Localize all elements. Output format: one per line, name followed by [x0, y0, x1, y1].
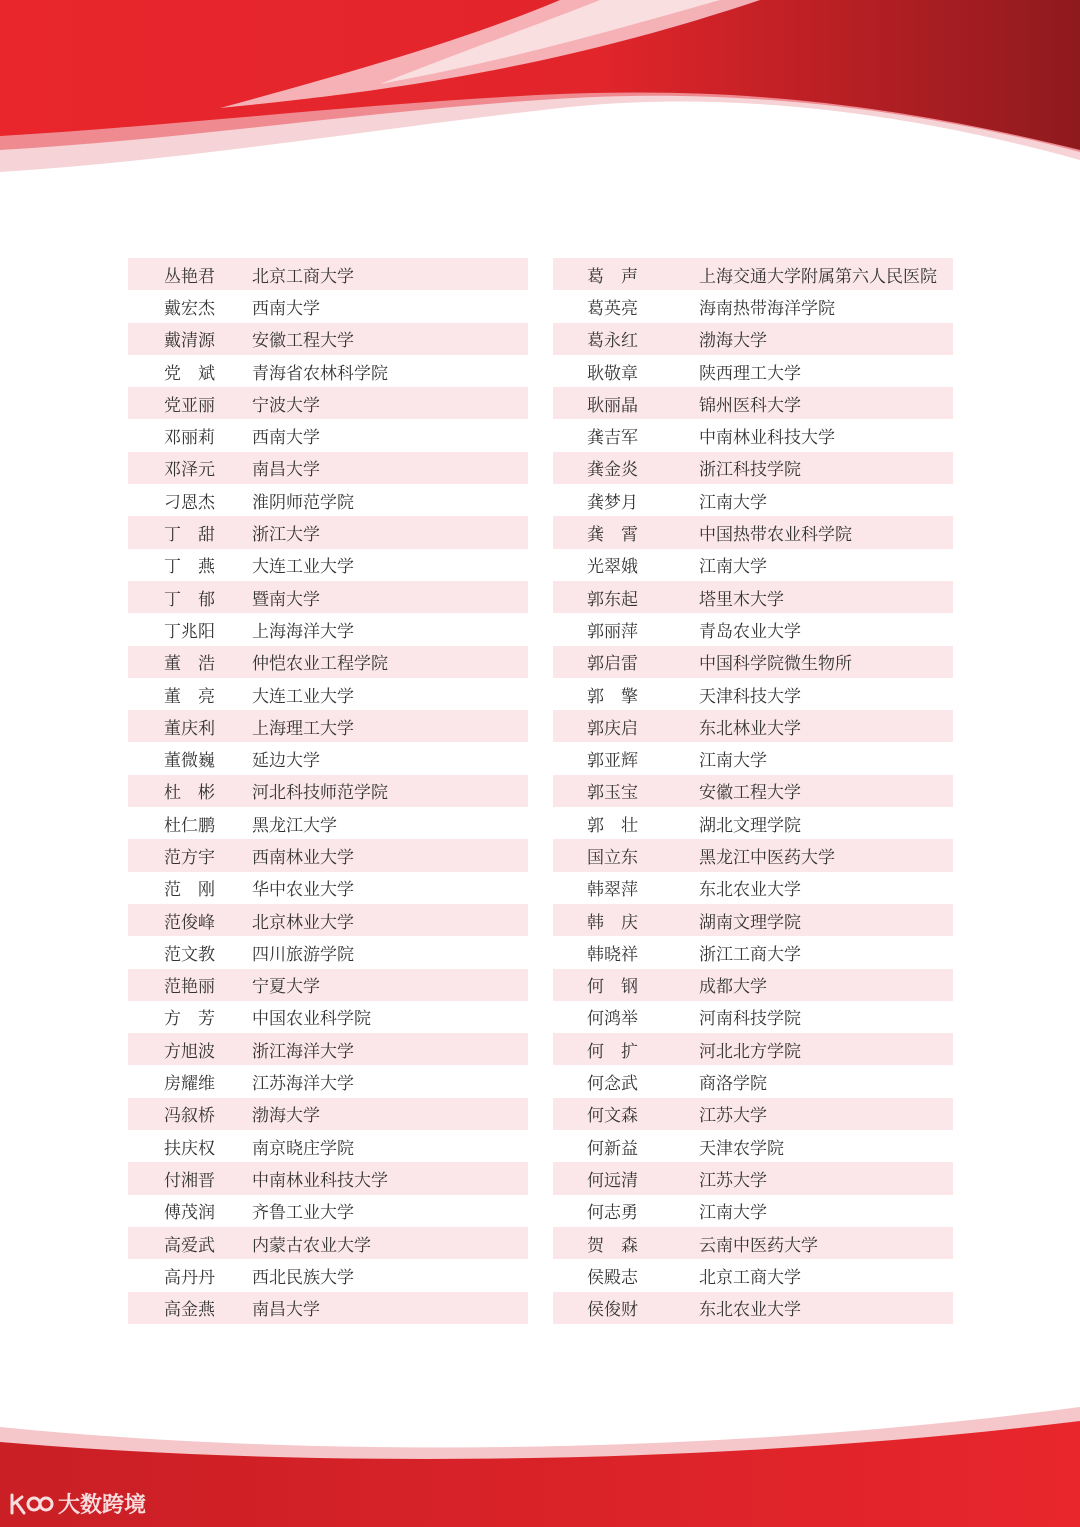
institution-name: 成都大学 [699, 977, 767, 998]
list-row [128, 710, 528, 742]
institution-name: 暨南大学 [252, 589, 320, 610]
institution-name: 南昌大学 [252, 460, 320, 481]
person-name: 郭玉宝 [587, 783, 638, 804]
institution-name: 东北农业大学 [699, 1300, 801, 1321]
list-row [553, 1162, 953, 1194]
institution-name: 上海理工大学 [252, 718, 354, 739]
person-name: 侯俊财 [587, 1300, 638, 1321]
institution-name: 东北林业大学 [699, 718, 801, 739]
person-name: 杜 彬 [164, 783, 215, 804]
person-name: 何远清 [587, 1170, 638, 1191]
list-row [553, 872, 953, 904]
bottom-banner-decoration [0, 1387, 1080, 1527]
list-row [553, 742, 953, 774]
person-name: 范俊峰 [164, 912, 215, 933]
institution-name: 安徽工程大学 [699, 783, 801, 804]
person-name: 郭庆启 [587, 718, 638, 739]
institution-name: 上海海洋大学 [252, 621, 354, 642]
list-row [128, 290, 528, 322]
institution-name: 西南大学 [252, 298, 320, 319]
institution-name: 河北北方学院 [699, 1041, 801, 1062]
person-name: 戴清源 [164, 331, 215, 352]
list-row [128, 742, 528, 774]
list-row [128, 678, 528, 710]
list-row [128, 1130, 528, 1162]
institution-name: 中南林业科技大学 [252, 1170, 388, 1191]
institution-name: 云南中医药大学 [699, 1235, 818, 1256]
list-row [553, 581, 953, 613]
institution-name: 北京林业大学 [252, 912, 354, 933]
person-name: 高丹丹 [164, 1267, 215, 1288]
list-row [553, 387, 953, 419]
institution-name: 大连工业大学 [252, 686, 354, 707]
ks-logo-icon [8, 1491, 54, 1517]
list-row [553, 1259, 953, 1291]
person-name: 丁 甜 [164, 525, 215, 546]
person-name: 龚 霄 [587, 525, 638, 546]
list-row [128, 452, 528, 484]
person-name: 何鸿举 [587, 1009, 638, 1030]
list-row [553, 646, 953, 678]
person-name: 葛英亮 [587, 298, 638, 319]
person-name: 付湘晋 [164, 1170, 215, 1191]
institution-name: 浙江大学 [252, 525, 320, 546]
institution-name: 北京工商大学 [252, 266, 354, 287]
institution-name: 中国科学院微生物所 [699, 654, 852, 675]
list-row [128, 549, 528, 581]
list-row [553, 549, 953, 581]
list-row [128, 904, 528, 936]
list-row [553, 1227, 953, 1259]
person-name: 龚梦月 [587, 492, 638, 513]
institution-name: 仲恺农业工程学院 [252, 654, 388, 675]
list-row [128, 1162, 528, 1194]
person-name: 耿丽晶 [587, 395, 638, 416]
list-row [553, 452, 953, 484]
list-row [128, 419, 528, 451]
institution-name: 湖南文理学院 [699, 912, 801, 933]
list-row [128, 969, 528, 1001]
list-row [128, 581, 528, 613]
person-name: 韩 庆 [587, 912, 638, 933]
person-name: 戴宏杰 [164, 298, 215, 319]
person-name: 董庆利 [164, 718, 215, 739]
person-name: 傅茂润 [164, 1203, 215, 1224]
list-row [128, 1098, 528, 1130]
person-name: 郭东起 [587, 589, 638, 610]
right-name-list [553, 258, 953, 1324]
person-name: 韩翠萍 [587, 880, 638, 901]
person-name: 光翠娥 [587, 557, 638, 578]
institution-name: 陕西理工大学 [699, 363, 801, 384]
list-row [553, 484, 953, 516]
institution-name: 青海省农林科学院 [252, 363, 388, 384]
institution-name: 河北科技师范学院 [252, 783, 388, 804]
list-row [128, 323, 528, 355]
person-name: 邓丽莉 [164, 428, 215, 449]
list-row [128, 775, 528, 807]
institution-name: 南昌大学 [252, 1300, 320, 1321]
list-row [553, 355, 953, 387]
person-name: 高金燕 [164, 1300, 215, 1321]
institution-name: 黑龙江大学 [252, 815, 337, 836]
institution-name: 延边大学 [252, 751, 320, 772]
person-name: 何 扩 [587, 1041, 638, 1062]
institution-name: 浙江海洋大学 [252, 1041, 354, 1062]
person-name: 郭启雷 [587, 654, 638, 675]
list-row [128, 258, 528, 290]
person-name: 郭亚辉 [587, 751, 638, 772]
list-row [128, 872, 528, 904]
person-name: 房耀维 [164, 1074, 215, 1095]
person-name: 丛艳君 [164, 266, 215, 287]
list-row [553, 807, 953, 839]
list-row [128, 484, 528, 516]
institution-name: 安徽工程大学 [252, 331, 354, 352]
institution-name: 江苏大学 [699, 1106, 767, 1127]
institution-name: 青岛农业大学 [699, 621, 801, 642]
institution-name: 天津农学院 [699, 1138, 784, 1159]
list-row [128, 355, 528, 387]
list-row [553, 516, 953, 548]
person-name: 葛 声 [587, 266, 638, 287]
person-name: 何 钢 [587, 977, 638, 998]
person-name: 丁兆阳 [164, 621, 215, 642]
institution-name: 商洛学院 [699, 1074, 767, 1095]
institution-name: 淮阴师范学院 [252, 492, 354, 513]
list-row [128, 1001, 528, 1033]
person-name: 葛永红 [587, 331, 638, 352]
institution-name: 西南大学 [252, 428, 320, 449]
list-row [128, 936, 528, 968]
list-row [128, 1065, 528, 1097]
person-name: 扶庆权 [164, 1138, 215, 1159]
institution-name: 渤海大学 [252, 1106, 320, 1127]
institution-name: 内蒙古农业大学 [252, 1235, 371, 1256]
list-row [128, 839, 528, 871]
list-row [128, 646, 528, 678]
list-row [553, 290, 953, 322]
institution-name: 江南大学 [699, 492, 767, 513]
person-name: 党亚丽 [164, 395, 215, 416]
person-name: 董微巍 [164, 751, 215, 772]
list-row [553, 775, 953, 807]
institution-name: 浙江科技学院 [699, 460, 801, 481]
institution-name: 塔里木大学 [699, 589, 784, 610]
institution-name: 西南林业大学 [252, 847, 354, 868]
person-name: 范文教 [164, 944, 215, 965]
person-name: 国立东 [587, 847, 638, 868]
list-row [553, 1130, 953, 1162]
institution-name: 江南大学 [699, 557, 767, 578]
list-row [553, 419, 953, 451]
list-row [553, 258, 953, 290]
institution-name: 江南大学 [699, 751, 767, 772]
person-name: 何新益 [587, 1138, 638, 1159]
institution-name: 四川旅游学院 [252, 944, 354, 965]
institution-name: 大连工业大学 [252, 557, 354, 578]
institution-name: 中南林业科技大学 [699, 428, 835, 449]
list-row [553, 1195, 953, 1227]
list-row [553, 613, 953, 645]
list-row [553, 710, 953, 742]
person-name: 郭 壮 [587, 815, 638, 836]
list-row [553, 1001, 953, 1033]
person-name: 范艳丽 [164, 977, 215, 998]
list-row [128, 807, 528, 839]
institution-name: 上海交通大学附属第六人民医院 [699, 266, 937, 287]
watermark-text: 大数跨境 [58, 1493, 147, 1518]
institution-name: 中国热带农业科学院 [699, 525, 852, 546]
list-row [553, 839, 953, 871]
list-row [553, 904, 953, 936]
list-row [128, 1195, 528, 1227]
person-name: 丁 燕 [164, 557, 215, 578]
person-name: 郭丽萍 [587, 621, 638, 642]
institution-name: 宁夏大学 [252, 977, 320, 998]
institution-name: 华中农业大学 [252, 880, 354, 901]
person-name: 何念武 [587, 1074, 638, 1095]
person-name: 何志勇 [587, 1203, 638, 1224]
list-row [553, 323, 953, 355]
institution-name: 湖北文理学院 [699, 815, 801, 836]
institution-name: 中国农业科学院 [252, 1009, 371, 1030]
list-row [128, 1292, 528, 1324]
top-banner-decoration [0, 0, 1080, 200]
left-name-list [128, 258, 528, 1324]
list-row [128, 613, 528, 645]
institution-name: 海南热带海洋学院 [699, 298, 835, 319]
institution-name: 江苏大学 [699, 1170, 767, 1191]
person-name: 范 刚 [164, 880, 215, 901]
list-row [553, 936, 953, 968]
institution-name: 西北民族大学 [252, 1267, 354, 1288]
person-name: 董 亮 [164, 686, 215, 707]
person-name: 耿敬章 [587, 363, 638, 384]
person-name: 龚吉军 [587, 428, 638, 449]
person-name: 韩晓祥 [587, 944, 638, 965]
list-row [553, 969, 953, 1001]
person-name: 侯殿志 [587, 1267, 638, 1288]
institution-name: 锦州医科大学 [699, 395, 801, 416]
list-row [553, 1292, 953, 1324]
institution-name: 浙江工商大学 [699, 944, 801, 965]
list-row [128, 1227, 528, 1259]
institution-name: 黑龙江中医药大学 [699, 847, 835, 868]
list-row [553, 1033, 953, 1065]
person-name: 董 浩 [164, 654, 215, 675]
list-row [553, 1098, 953, 1130]
person-name: 方旭波 [164, 1041, 215, 1062]
list-row [553, 1065, 953, 1097]
person-name: 方 芳 [164, 1009, 215, 1030]
institution-name: 天津科技大学 [699, 686, 801, 707]
institution-name: 齐鲁工业大学 [252, 1203, 354, 1224]
person-name: 邓泽元 [164, 460, 215, 481]
person-name: 杜仁鹏 [164, 815, 215, 836]
institution-name: 江苏海洋大学 [252, 1074, 354, 1095]
person-name: 丁 郁 [164, 589, 215, 610]
institution-name: 北京工商大学 [699, 1267, 801, 1288]
person-name: 刁恩杰 [164, 492, 215, 513]
person-name: 贺 森 [587, 1235, 638, 1256]
list-row [128, 516, 528, 548]
person-name: 龚金炎 [587, 460, 638, 481]
list-row [128, 1259, 528, 1291]
person-name: 党 斌 [164, 363, 215, 384]
person-name: 高爱武 [164, 1235, 215, 1256]
list-row [128, 1033, 528, 1065]
list-row [553, 678, 953, 710]
institution-name: 河南科技学院 [699, 1009, 801, 1030]
person-name: 郭 擎 [587, 686, 638, 707]
institution-name: 渤海大学 [699, 331, 767, 352]
list-row [128, 387, 528, 419]
institution-name: 江南大学 [699, 1203, 767, 1224]
institution-name: 宁波大学 [252, 395, 320, 416]
person-name: 冯叙桥 [164, 1106, 215, 1127]
institution-name: 东北农业大学 [699, 880, 801, 901]
person-name: 范方宇 [164, 847, 215, 868]
institution-name: 南京晓庄学院 [252, 1138, 354, 1159]
watermark [8, 1488, 146, 1519]
person-name: 何文森 [587, 1106, 638, 1127]
